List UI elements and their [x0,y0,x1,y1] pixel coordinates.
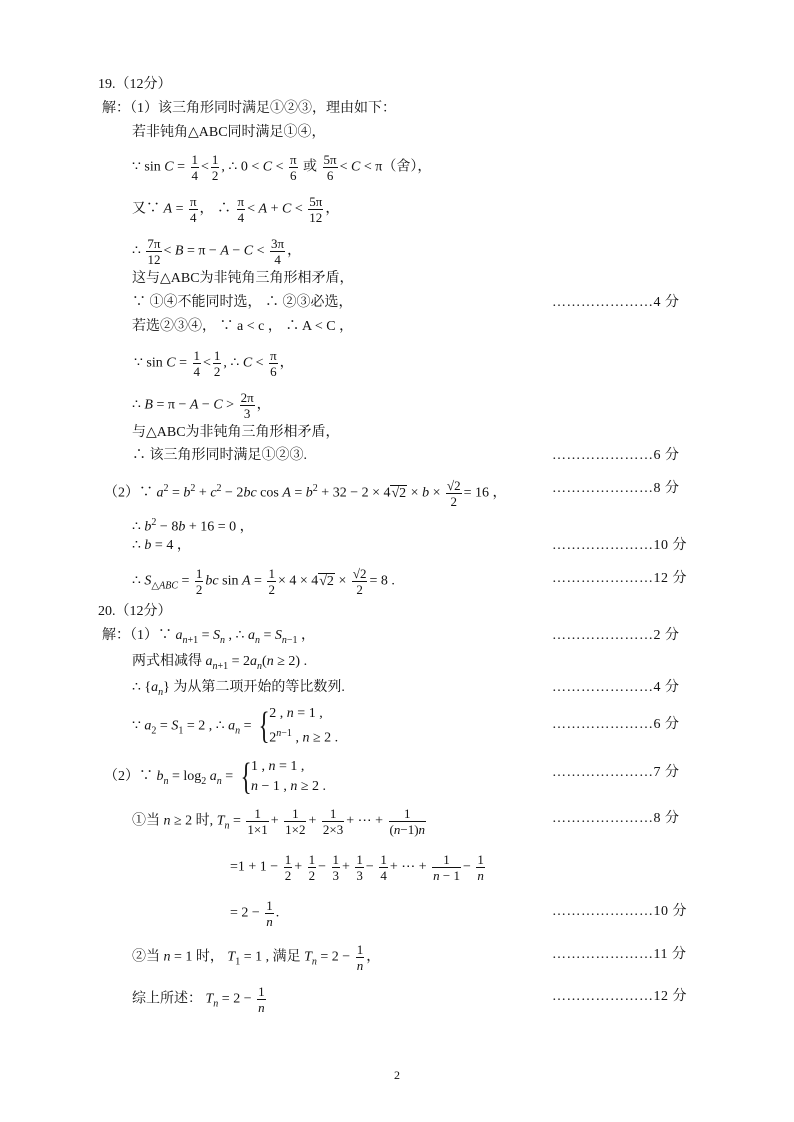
q20-part2-line-5: ②当 n = 1 时， $T_1 = 1$ , 满足 $T_n = 2$ − $\frac{1}{n}$ ， [132,942,381,973]
q19-line-1: 解：（1）该三角形同时满足①②③，理由如下： [102,101,396,116]
q20-part2-line-1: （2）∵ $b_n = \log_2 a_n$ = { 1 , n = 1 , n − 1 , n ≥ 2 . [104,756,327,798]
q19-part2-line-3: ∴ b = 4 ， [132,538,191,553]
q19-mark-4: …………………4 分 [552,295,680,310]
q19-line-9: ∵ sin C = $\frac{1}{4}$ < $\frac{1}{2}$ , ∴ C < $\frac{\pi}{6}$ ， [134,348,294,379]
q19-mark-12: …………………12 分 [552,571,687,586]
q20-mark-2: …………………2 分 [552,628,680,643]
q20-mark-6: …………………6 分 [552,717,680,732]
q19-line-10: ∴ B = π − A − C > $\frac{2\pi}{3}$ ， [132,390,271,421]
q19-line-2: 若非钝角△ABC同时满足①④， [132,125,326,140]
q20-part2-line-2: ①当 n ≥ 2 时, $T_n$ = $\frac{1}{1\times 1}$ + $\frac{1}{1\times 2}$ + $\frac{1}{2\times 3}$ + ⋯ + $\frac{1}{(n-1)n}$ [132,806,426,837]
q19-header: 19.（12分） [98,77,172,92]
q19-part2-line-4: ∴ $S_{\triangle ABC}$ = $\frac{1}{2}$ bc sin A = $\frac{1}{2}$ × 4 × 4√2 × $\frac{√2}{2}$ = 8 . [132,566,395,597]
q19-mark-8: …………………8 分 [552,481,680,496]
q19-mark-6: …………………6 分 [552,448,680,463]
q19-line-6: 这与△ABC为非钝角三角形相矛盾， [132,271,354,286]
q20-mark-10: …………………10 分 [552,904,687,919]
q20-line-1: 解：（1）∵ $a_{n+1} = S_n$ , ∴ $a_n = S_{n-1}$ ， [102,628,316,646]
q20-mark-12: …………………12 分 [552,989,687,1004]
q19-line-12: ∴ 该三角形同时满足①②③. [132,448,307,463]
q19-line-11: 与△ABC为非钝角三角形相矛盾， [132,425,340,440]
q19-part2-line-1: （2）∵ $a^2 = b^2 + c^2 - 2bc$ $\cos A = b^2 + 32 - 2 \times 4√2 \times b$ × $\frac{√2}{2}$ = 16 ， [104,478,507,509]
q19-line-3: ∵ sin C = $\frac{1}{4}$ < $\frac{1}{2}$ , ∴ 0 < C < $\frac{\pi}{6}$ 或 $\frac{5\pi}{6}$ < C < π（舍）， [132,152,432,183]
q20-line-3: ∴ $\{a_n\}$ 为从第二项开始的等比数列. [132,680,345,698]
q20-sol-prefix: 解： [102,628,130,643]
q19-line-4: 又∵ A = $\frac{\pi}{4}$ ， ∴ $\frac{\pi}{4}$ < A + C < $\frac{5\pi}{12}$ ， [132,194,340,225]
q19-sol-prefix: 解： [102,101,130,116]
q19-part2-line-2: ∴ $b^2 - 8b + 16 = 0$ ， [132,517,254,535]
q19-line-8: 若选②③④， ∵ a < c ， ∴ A < C ， [132,319,354,334]
q20-mark-7: …………………7 分 [552,765,680,780]
q20-mark-11: …………………11 分 [552,947,687,962]
q20-mark-4: …………………4 分 [552,680,680,695]
page-number: 2 [394,1068,400,1082]
q20-part2-line-6: 综上所述： $T_n = 2$ − $\frac{1}{n}$ [132,984,265,1015]
q19-line-7: ∵ ①④不能同时选， ∴ ②③必选， [132,295,353,310]
q20-mark-8: …………………8 分 [552,811,680,826]
q19-mark-10: …………………10 分 [552,538,687,553]
q20-part2-line-4: = 2 − $\frac{1}{n}$ . [230,898,280,929]
q20-line-4: ∵ $a_2 = S_1 = 2$ , ∴ $a_n$ = { 2 , n = 1 , $2^{n-1}$ , n ≥ 2 . [132,705,339,748]
q19-line-5: ∴ $\frac{7\pi}{12}$ < B = π − A − C < $\frac{3\pi}{4}$ ， [132,236,302,267]
q20-part2-line-3: =1 + 1 − $\frac{1}{2}$ + $\frac{1}{2}$ − $\frac{1}{3}$ + $\frac{1}{3}$ − $\frac{1}{4}$ + ⋯ + $\frac{1}{n - 1}$ − $\frac{1}{n}$ [230,852,484,883]
q20-line-2: 两式相减得 $a_{n+1} = 2a_n(n \ge 2)$ . [132,654,308,672]
q20-header: 20.（12分） [98,604,172,619]
